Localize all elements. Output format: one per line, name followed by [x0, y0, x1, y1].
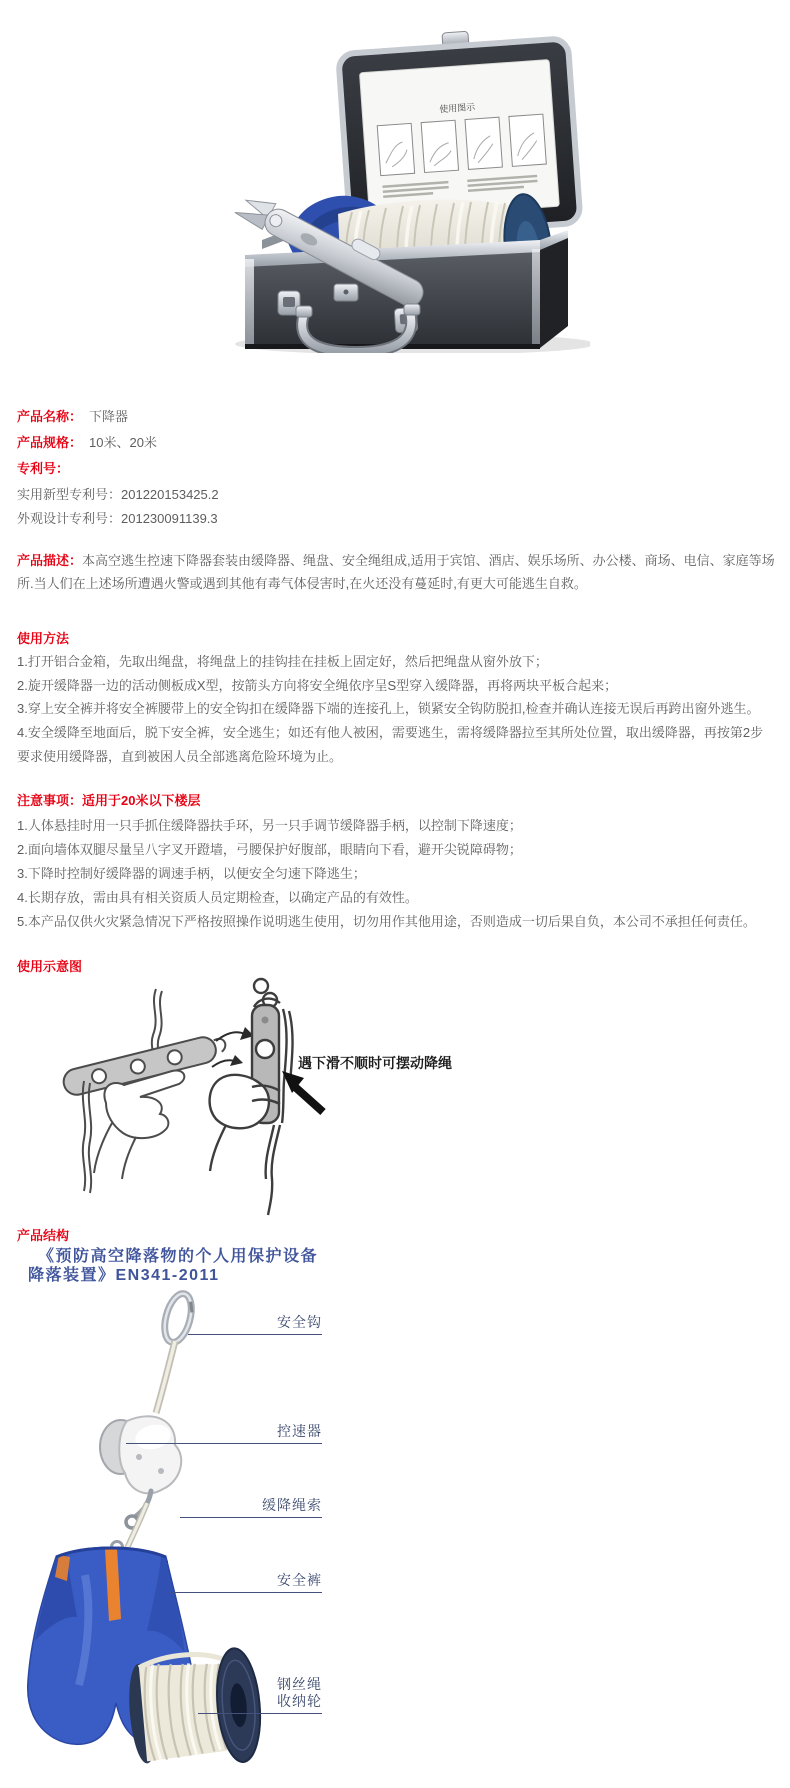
usage-step: 2.旋开缓降器一边的活动侧板成X型，按箭头方向将安全绳依序呈S型穿入缓降器，再将两块平板合起来；: [17, 678, 618, 693]
product-description-text: 本高空逃生控速下降器套装由缓降器、绳盘、安全绳组成,适用于宾馆、酒店、娱乐场所、办公楼、商场、电信、家庭等场所.当人们在上述场所遭遇火警或遇到其他有毒气体侵害时,在火还没有蔓延时,有更大可能逃生自救。: [17, 553, 775, 591]
label-safety-hook: 安全钩: [188, 1314, 322, 1335]
note-item: 4.长期存放，需由具有相关资质人员定期检查，以确定产品的有效性。: [17, 890, 418, 905]
standard-title-line2: 降落装置》EN341-2011: [28, 1267, 220, 1284]
label-rope-spool-line1: 钢丝绳: [277, 1676, 322, 1692]
usage-heading: 使用方法: [17, 631, 70, 646]
note-item: 1.人体悬挂时用一只手抓住缓降器扶手环，另一只手调节缓降器手柄，以控制下降速度；: [17, 818, 522, 833]
note-item: 3.下降时控制好缓降器的调速手柄，以便安全匀速下降逃生；: [17, 866, 366, 881]
label-safety-pants: 安全裤: [170, 1572, 322, 1593]
product-photo: [210, 8, 590, 353]
note-item: 2.面向墙体双腿尽量呈八字叉开蹬墙，弓腰保护好腹部，眼睛向下看，避开尖锐障碍物；: [17, 842, 522, 857]
usage-illustration-right: [210, 979, 293, 1215]
structure-heading: 产品结构: [17, 1228, 70, 1243]
product-description-label: 产品描述：: [17, 553, 83, 568]
patent-line-design: 外观设计专利号：201230091139.3: [17, 511, 218, 526]
notes-heading: 注意事项：适用于20米以下楼层: [17, 793, 201, 808]
diagram-heading: 使用示意图: [17, 959, 83, 974]
label-rope-spool: [198, 1676, 322, 1714]
instruction-card-title: 使用图示: [438, 101, 476, 115]
patent-heading: 专利号：: [17, 461, 70, 476]
label-descent-rope: 缓降绳索: [180, 1497, 322, 1518]
patent-line-utility: 实用新型专利号：201220153425.2: [17, 487, 219, 502]
note-item: 5.本产品仅供火灾紧急情况下严格按照操作说明逃生使用，切勿用作其他用途，否则造成一切后果自负，本公司不承担任何责任。: [17, 914, 756, 929]
product-spec-label: 产品规格：: [17, 435, 83, 450]
product-spec-value: 10米、20米: [89, 435, 157, 450]
swing-arrow: [282, 1071, 323, 1112]
product-description: [17, 549, 775, 595]
usage-step: 1.打开铝合金箱，先取出绳盘，将绳盘上的挂钩挂在挂板上固定好，然后把绳盘从窗外放下；: [17, 654, 548, 669]
label-rope-spool-line2: 收纳轮: [277, 1693, 322, 1709]
product-name-row: [17, 407, 128, 427]
usage-diagram: [40, 975, 460, 1220]
diagram-annotation: 遇下滑不顺时可摆动降绳: [298, 1055, 452, 1071]
standard-title-line1: 《预防高空降落物的个人用保护设备: [38, 1248, 319, 1265]
product-name-label: 产品名称：: [17, 409, 83, 424]
product-name-value: 下降器: [89, 409, 129, 424]
label-speed-controller: 控速器: [126, 1423, 322, 1444]
usage-step: 4.安全缓降至地面后，脱下安全裤，安全逃生；如还有他人被困，需要逃生，需将缓降器拉至其所处位置，取出缓降器，再按第2步要求使用缓降器，直到被困人员全部逃离危险环境为止。: [17, 725, 764, 764]
product-spec-row: [17, 433, 157, 453]
usage-step: 3.穿上安全裤并将安全裤腰带上的安全钩扣在缓降器下端的连接孔上，锁紧安全钩防脱扣,检查并确认连接无误后再跨出窗外逃生。: [17, 701, 760, 716]
